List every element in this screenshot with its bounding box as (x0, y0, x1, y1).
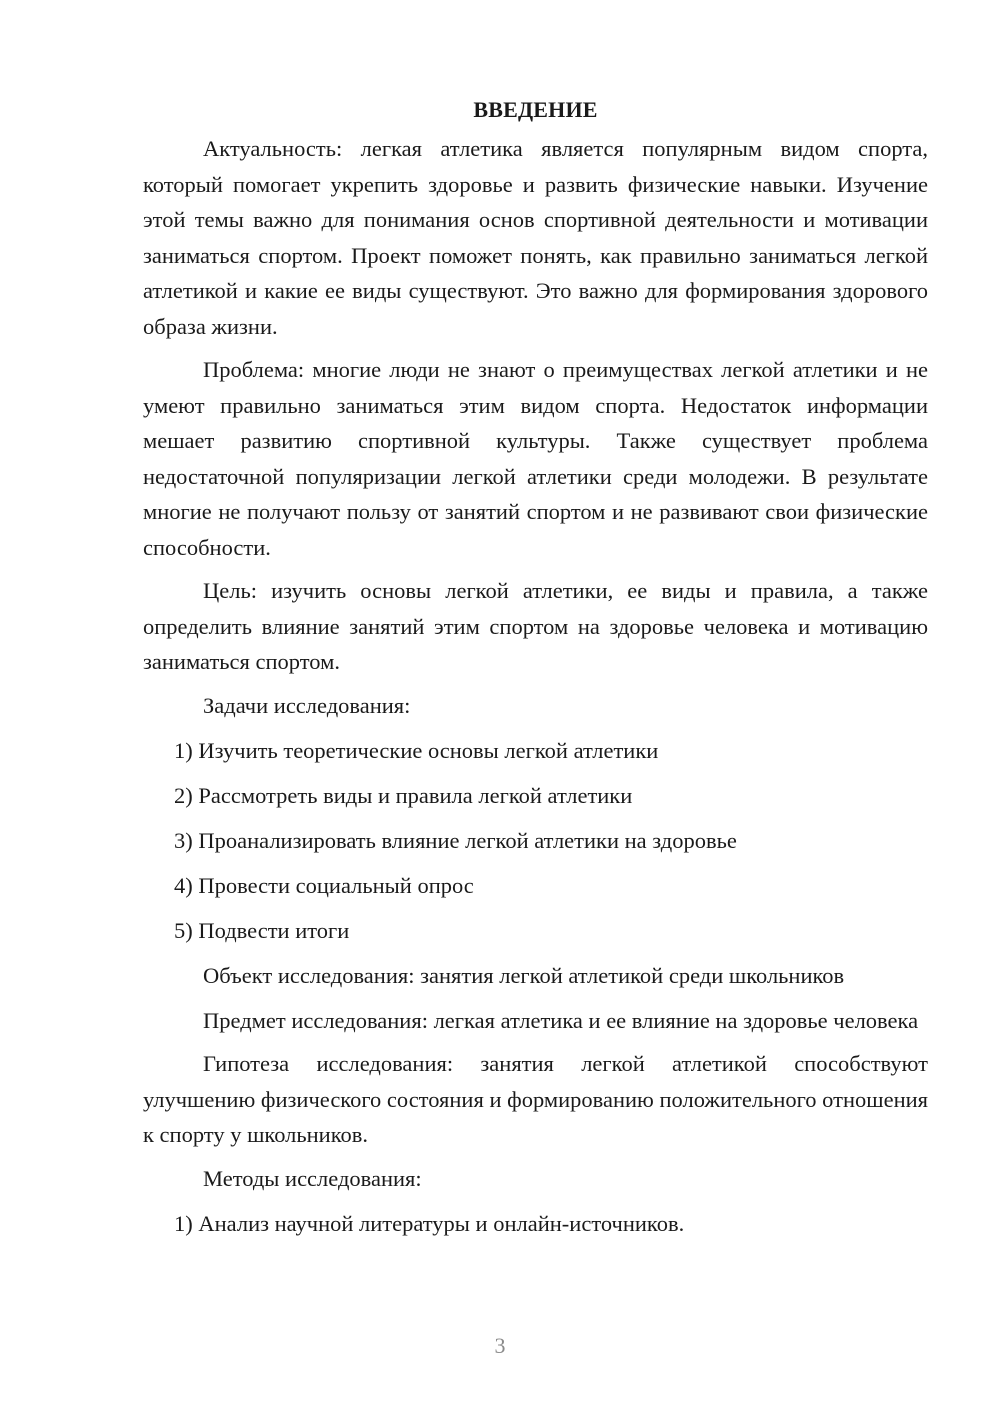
method-item: 1) Анализ научной литературы и онлайн-источников. (174, 1210, 685, 1236)
object-paragraph: Объект исследования: занятия легкой атлетикой среди школьников (203, 962, 845, 988)
problem-paragraph: Проблема: многие люди не знают о преимуществах легкой атлетики и не умеют правильно заниматься этим видом спорта. Недостаток информации мешает развитию спортивной культуры. Также существует проблема недостаточной популяризации легкой атлетики среди молодежи. В результате многие не получают пользу от занятий спортом и не развивают свои физические способности. (143, 357, 928, 560)
section-title: ВВЕДЕНИЕ (473, 97, 598, 122)
subject-paragraph: Предмет исследования: легкая атлетика и ее влияние на здоровье человека (203, 1007, 919, 1033)
methods-heading: Методы исследования: (203, 1165, 422, 1191)
tasks-heading: Задачи исследования: (203, 692, 411, 718)
task-item: 3) Проанализировать влияние легкой атлетики на здоровье (174, 827, 737, 853)
relevance-paragraph: Актуальность: легкая атлетика является популярным видом спорта, который помогает укрепить здоровье и развить физические навыки. Изучение этой темы важно для понимания основ спортивной деятельности и мотивации заниматься спортом. Проект поможет понять, как правильно заниматься легкой атлетикой и какие ее виды существуют. Это важно для формирования здорового образа жизни. (143, 136, 928, 339)
page-number: 3 (494, 1333, 506, 1358)
hypothesis-paragraph: Гипотеза исследования: занятия легкой атлетикой способствуют улучшению физического состояния и формированию положительного отношения к спорту у школьников. (143, 1051, 928, 1147)
goal-paragraph: Цель: изучить основы легкой атлетики, ее виды и правила, а также определить влияние занятий этим спортом на здоровье человека и мотивацию заниматься спортом. (143, 578, 928, 674)
document-page (143, 92, 928, 1251)
task-item: 5) Подвести итоги (174, 917, 350, 943)
task-item: 2) Рассмотреть виды и правила легкой атлетики (174, 782, 633, 808)
task-item: 4) Провести социальный опрос (174, 872, 474, 898)
task-item: 1) Изучить теоретические основы легкой атлетики (174, 737, 659, 763)
